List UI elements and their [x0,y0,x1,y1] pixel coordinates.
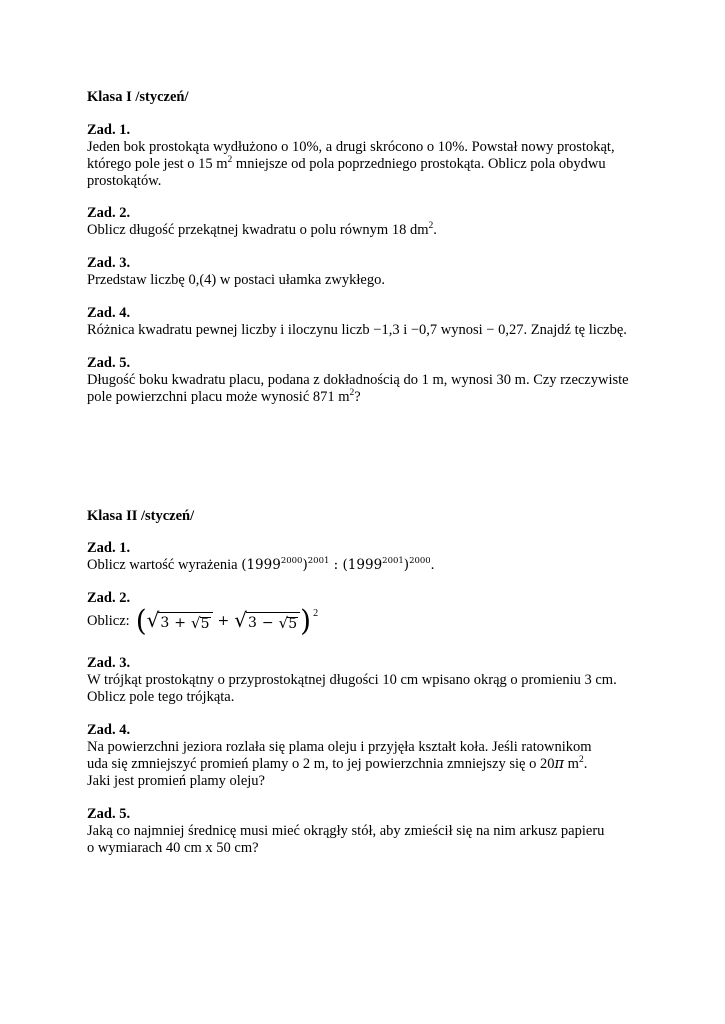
text-segment: Oblicz długość przekątnej kwadratu o polu równym 18 dm [87,222,429,238]
klasa2-zad4-line1: Na powierzchni jeziora rozlała się plama oleju i przyjęła kształt koła. Jeśli ratownikom [87,739,592,755]
radical-sign: √ [234,608,247,632]
radicand [246,612,300,632]
superscript: 2 [349,388,355,398]
text-segment: ? [354,389,361,405]
number: 5 [288,616,298,632]
radical-sign: √ [146,608,160,632]
klasa2-zad3-line2: Oblicz pole tego trójkąta. [87,689,235,705]
klasa2-zad4-line2 [87,756,687,773]
klasa2-zad5-heading: Zad. 5. [87,806,131,822]
klasa1-zad3-heading: Zad. 3. [87,255,131,271]
klasa2-zad1-text [87,557,687,574]
inner-radical [191,615,210,632]
klasa2-zad4 [87,722,687,790]
klasa2-zad3-heading: Zad. 3. [87,655,131,671]
klasa1-zad2 [87,205,687,239]
math-part: ) [403,557,410,573]
exponent: 2 [313,608,319,619]
klasa1-zad3-text: Przedstaw liczbę 0,(4) w postaci ułamka zwykłego. [87,272,385,288]
math-exponent: 2000 [409,556,431,566]
math-operator: : [329,557,343,573]
klasa2-zad3 [87,655,687,706]
number: 3 [160,614,170,631]
klasa1-zad1 [87,122,687,190]
text-segment: . [430,557,435,573]
klasa1-zad2-text [87,222,687,239]
klasa2-zad2 [87,590,687,638]
klasa1-zad4-text: Różnica kwadratu pewnej liczby i iloczynu liczb −1,3 i −0,7 wynosi − 0,27. Znajdź tę liczbę. [87,322,627,338]
math-part: (1999 [342,557,383,573]
klasa1-zad2-heading: Zad. 2. [87,205,131,221]
math-exponent: 2001 [307,556,330,566]
math-part: ) [302,557,308,573]
superscript: 2 [227,155,233,165]
klasa1-zad3 [87,255,687,289]
klasa2-zad2-expression-line [87,603,687,638]
text-segment: . [583,756,588,772]
klasa2-zad5-line1: Jaką co najmniej średnicę musi mieć okrągły stół, aby zmieścił się na nim arkusz papieru [87,823,605,839]
inner-radical [279,615,298,632]
klasa1-zad4 [87,305,687,339]
klasa2-title: Klasa II /styczeń/ [87,508,195,524]
text-segment: . [433,222,437,238]
klasa1-zad1-line1: Jeden bok prostokąta wydłużono o 10%, a drugi skrócono o 10%. Powstał nowy prostokąt, [87,139,615,155]
math-expression [241,557,431,573]
outer-radical-1 [147,610,213,632]
klasa1-zad5-line1: Długość boku kwadratu placu, podana z dokładnością do 1 m, wynosi 30 m. Czy rzeczywiste [87,372,629,388]
radical-sign: √ [191,613,201,632]
klasa1-zad1-line2 [87,156,687,173]
text-segment: Oblicz wartość wyrażenia [87,557,242,573]
radical-sign: √ [278,613,289,632]
math-part: (1999 [241,557,281,573]
klasa1-title: Klasa I /styczeń/ [87,89,189,105]
left-paren: ( [135,603,147,638]
minus-operator: − [261,614,274,631]
klasa1-zad5 [87,355,687,406]
klasa1-zad5-heading: Zad. 5. [87,355,131,371]
number: 5 [200,616,210,632]
outer-radical-2 [234,610,300,632]
pi-symbol: π [554,756,565,772]
klasa2-zad4-line3: Jaki jest promień plamy oleju? [87,773,265,789]
number: 3 [248,614,257,631]
klasa2-zad4-heading: Zad. 4. [87,722,131,738]
klasa1-zad1-heading: Zad. 1. [87,122,131,138]
klasa1-zad5-line2 [87,389,687,406]
superscript: 2 [578,755,584,765]
klasa2-zad5 [87,806,687,857]
radicand [158,612,212,632]
klasa1-zad1-line3: prostokątów. [87,173,162,189]
text-segment: m [564,756,579,772]
text-segment: mniejsze od pola poprzedniego prostokąta. Oblicz pola obydwu [232,156,606,172]
klasa2-zad5-line2: o wymiarach 40 cm x 50 cm? [87,840,259,856]
plus-operator: + [174,614,187,631]
radical-expression [135,603,319,638]
right-paren: ) [300,603,312,638]
klasa1-zad4-heading: Zad. 4. [87,305,131,321]
klasa2-zad2-heading: Zad. 2. [87,590,131,606]
math-exponent: 2001 [382,556,404,566]
text-segment: pole powierzchni placu może wynosić 871 m [87,389,350,405]
math-exponent: 2000 [280,556,303,566]
klasa2-zad1 [87,540,687,574]
superscript: 2 [428,221,434,231]
plus-operator: + [217,612,230,629]
klasa2-zad3-line1: W trójkąt prostokątny o przyprostokątnej długości 10 cm wpisano okrąg o promieniu 3 cm. [87,672,617,688]
text-segment: uda się zmniejszyć promień plamy o 2 m, to jej powierzchnia zmniejszy się o 20 [87,756,555,772]
oblicz-label: Oblicz: [87,612,130,629]
text-segment: którego pole jest o 15 m [87,156,228,172]
klasa2-zad1-heading: Zad. 1. [87,540,131,556]
